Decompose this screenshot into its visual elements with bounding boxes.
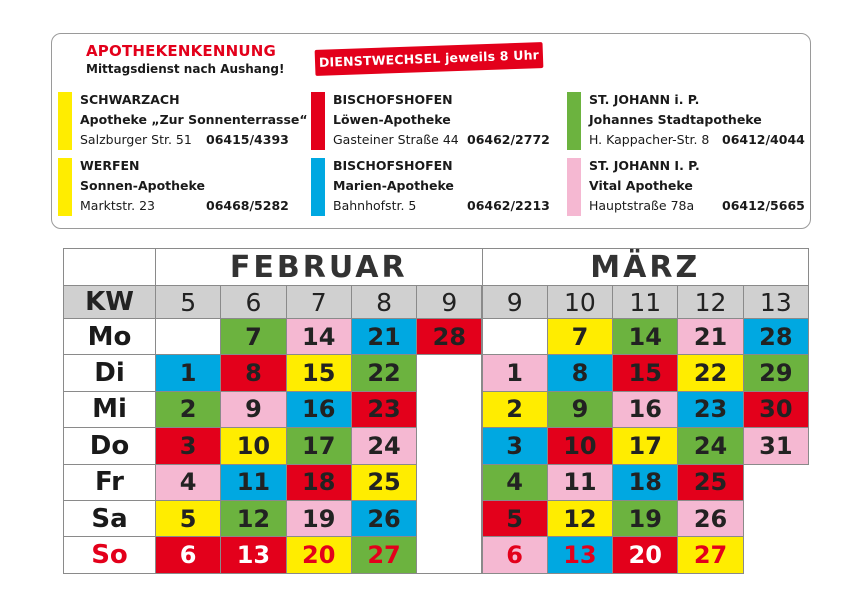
legend-title: APOTHEKENKENNUNG — [86, 42, 277, 60]
date-cell: 16 — [612, 391, 678, 428]
pharmacy-address: Hauptstraße 78a — [589, 198, 695, 213]
month-header: MÄRZ — [482, 248, 810, 286]
legend-subtitle: Mittagsdienst nach Aushang! — [86, 62, 285, 76]
date-cell: 13 — [547, 536, 613, 573]
pharmacy-name: Vital Apotheke — [589, 178, 693, 193]
weekday-label: Do — [63, 427, 156, 464]
date-cell: 13 — [220, 536, 286, 573]
pharmacy-color-marker — [311, 158, 325, 216]
pharmacy-entry — [567, 92, 807, 150]
date-cell: 12 — [220, 500, 286, 537]
pharmacy-town: WERFEN — [80, 158, 140, 173]
date-cell: 27 — [677, 536, 743, 573]
pharmacy-color-marker — [567, 92, 581, 150]
pharmacy-phone: 06415/4393 — [206, 132, 289, 147]
date-cell: 18 — [286, 464, 352, 501]
week-number: 11 — [612, 285, 678, 319]
pharmacy-town: BISCHOFSHOFEN — [333, 158, 453, 173]
date-cell: 31 — [743, 427, 809, 464]
date-cell: 14 — [286, 318, 352, 355]
pharmacy-entry — [58, 158, 298, 216]
date-cell: 9 — [220, 391, 286, 428]
empty-day-cell — [482, 318, 548, 355]
date-cell: 7 — [547, 318, 613, 355]
date-cell: 11 — [220, 464, 286, 501]
pharmacy-address: Bahnhofstr. 5 — [333, 198, 417, 213]
date-cell: 14 — [612, 318, 678, 355]
date-cell: 2 — [482, 391, 548, 428]
date-cell: 23 — [351, 391, 417, 428]
pharmacy-entry — [311, 158, 551, 216]
date-cell: 17 — [286, 427, 352, 464]
date-cell: 4 — [482, 464, 548, 501]
shift-change-badge: DIENSTWECHSEL jeweils 8 Uhr — [315, 42, 544, 76]
date-cell: 8 — [220, 354, 286, 391]
pharmacy-town: ST. JOHANN I. P. — [589, 158, 700, 173]
week-number: 13 — [743, 285, 809, 319]
pharmacy-town: SCHWARZACH — [80, 92, 180, 107]
date-cell: 19 — [286, 500, 352, 537]
pharmacy-phone: 06462/2772 — [467, 132, 550, 147]
date-cell: 5 — [155, 500, 221, 537]
week-number: 9 — [482, 285, 548, 319]
date-cell: 12 — [547, 500, 613, 537]
week-number: 5 — [155, 285, 221, 319]
date-cell: 18 — [612, 464, 678, 501]
week-number: 6 — [220, 285, 286, 319]
date-cell: 19 — [612, 500, 678, 537]
date-cell: 3 — [482, 427, 548, 464]
date-cell: 3 — [155, 427, 221, 464]
date-cell: 2 — [155, 391, 221, 428]
date-cell: 6 — [482, 536, 548, 573]
week-number: 9 — [416, 285, 482, 319]
date-cell: 16 — [286, 391, 352, 428]
weekday-label: Di — [63, 354, 156, 391]
date-cell: 23 — [677, 391, 743, 428]
date-cell: 1 — [155, 354, 221, 391]
pharmacy-color-marker — [58, 158, 72, 216]
pharmacy-phone: 06462/2213 — [467, 198, 550, 213]
pharmacy-color-marker — [58, 92, 72, 150]
month-header: FEBRUAR — [155, 248, 483, 286]
date-cell: 17 — [612, 427, 678, 464]
pharmacy-name: Apotheke „Zur Sonnenterrasse“ — [80, 112, 308, 127]
pharmacy-name: Sonnen-Apotheke — [80, 178, 205, 193]
date-cell: 15 — [286, 354, 352, 391]
kw-label: KW — [63, 285, 156, 319]
date-cell: 20 — [286, 536, 352, 573]
date-cell: 10 — [220, 427, 286, 464]
pharmacy-entry — [58, 92, 308, 150]
date-cell: 27 — [351, 536, 417, 573]
date-cell: 21 — [351, 318, 417, 355]
date-cell: 10 — [547, 427, 613, 464]
pharmacy-color-marker — [311, 92, 325, 150]
date-cell: 29 — [743, 354, 809, 391]
date-cell: 7 — [220, 318, 286, 355]
pharmacy-name: Löwen-Apotheke — [333, 112, 451, 127]
pharmacy-entry — [567, 158, 807, 216]
date-cell: 28 — [416, 318, 482, 355]
date-cell: 11 — [547, 464, 613, 501]
date-cell: 25 — [351, 464, 417, 501]
pharmacy-town: BISCHOFSHOFEN — [333, 92, 453, 107]
pharmacy-phone: 06412/4044 — [722, 132, 805, 147]
weekday-label: Mi — [63, 391, 156, 428]
pharmacy-address: Marktstr. 23 — [80, 198, 155, 213]
weekday-label: Fr — [63, 464, 156, 501]
date-cell: 30 — [743, 391, 809, 428]
weekday-label: Mo — [63, 318, 156, 355]
empty-week-area — [416, 354, 482, 573]
date-cell: 22 — [351, 354, 417, 391]
date-cell: 26 — [351, 500, 417, 537]
pharmacy-phone: 06468/5282 — [206, 198, 289, 213]
empty-day-cell — [155, 318, 221, 355]
date-cell: 1 — [482, 354, 548, 391]
weekday-label: Sa — [63, 500, 156, 537]
date-cell: 8 — [547, 354, 613, 391]
date-cell: 20 — [612, 536, 678, 573]
pharmacy-color-marker — [567, 158, 581, 216]
pharmacy-address: Gasteiner Straße 44 — [333, 132, 459, 147]
corner-cell — [63, 248, 156, 286]
date-cell: 24 — [677, 427, 743, 464]
week-number: 7 — [286, 285, 352, 319]
weekday-label: So — [63, 536, 156, 573]
pharmacy-name: Marien-Apotheke — [333, 178, 454, 193]
pharmacy-address: Salzburger Str. 51 — [80, 132, 192, 147]
date-cell: 6 — [155, 536, 221, 573]
date-cell: 26 — [677, 500, 743, 537]
week-number: 10 — [547, 285, 613, 319]
pharmacy-name: Johannes Stadtapotheke — [589, 112, 762, 127]
pharmacy-town: ST. JOHANN i. P. — [589, 92, 700, 107]
week-number: 8 — [351, 285, 417, 319]
date-cell: 15 — [612, 354, 678, 391]
date-cell: 21 — [677, 318, 743, 355]
week-number: 12 — [677, 285, 743, 319]
pharmacy-address: H. Kappacher-Str. 8 — [589, 132, 710, 147]
date-cell: 24 — [351, 427, 417, 464]
date-cell: 4 — [155, 464, 221, 501]
date-cell: 28 — [743, 318, 809, 355]
date-cell: 5 — [482, 500, 548, 537]
date-cell: 9 — [547, 391, 613, 428]
date-cell: 22 — [677, 354, 743, 391]
date-cell: 25 — [677, 464, 743, 501]
pharmacy-phone: 06412/5665 — [722, 198, 805, 213]
pharmacy-entry — [311, 92, 551, 150]
